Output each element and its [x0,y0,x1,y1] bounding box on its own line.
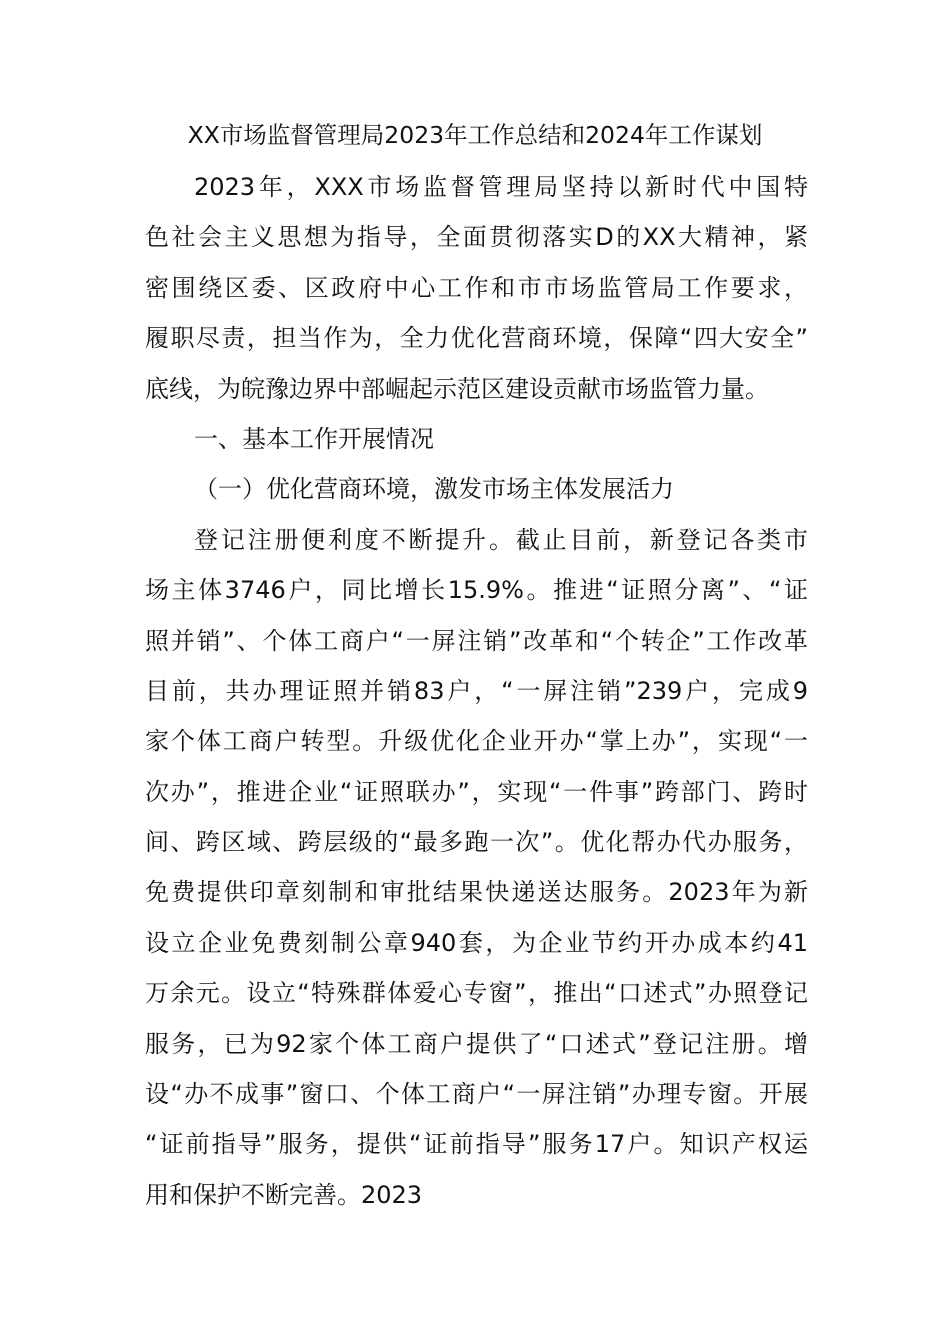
section-heading: （一）优化营商环境，激发市场主体发展活力 [194,475,674,504]
paragraph-line: 场主体3746户，同比增长15.9%。推进“证照分离”、“证 [145,576,808,605]
paragraph-line: 照并销”、个体工商户“一屏注销”改革和“个转企”工作改革 [145,626,808,655]
paragraph-line: 设立企业免费刻制公章940套，为企业节约开办成本约41 [145,928,808,957]
paragraph-line: “证前指导”服务，提供“证前指导”服务17户。知识产权运 [145,1130,808,1159]
document-body [145,170,808,1228]
paragraph-line: 色社会主义思想为指导，全面贯彻落实D的XX大精神，紧 [145,223,808,252]
paragraph-line: 家个体工商户转型。升级优化企业开办“掌上办”，实现“一 [145,727,808,756]
paragraph-line: 间、跨区域、跨层级的“最多跑一次”。优化帮办代办服务， [145,828,808,857]
section-heading: 一、基本工作开展情况 [194,424,434,453]
paragraph-line: 服务，已为92家个体工商户提供了“口述式”登记注册。增 [145,1029,808,1058]
paragraph-line: 次办”，推进企业“证照联办”，实现“一件事”跨部门、跨时 [145,777,808,806]
paragraph-line: 设“办不成事”窗口、个体工商户“一屏注销”办理专窗。开展 [145,1080,808,1109]
paragraph-line: 目前，共办理证照并销83户，“一屏注销”239户，完成9 [145,676,808,705]
paragraph-line: 用和保护不断完善。2023 [145,1180,423,1209]
paragraph-line: 底线，为皖豫边界中部崛起示范区建设贡献市场监管力量。 [145,374,769,403]
paragraph-line: 履职尽责，担当作为，全力优化营商环境，保障“四大安全” [145,324,808,353]
paragraph-line: 万余元。设立“特殊群体爱心专窗”，推出“口述式”办照登记 [145,979,808,1008]
paragraph-line: 密围绕区委、区政府中心工作和市市场监管局工作要求， [145,273,808,302]
document-title: XX市场监督管理局2023年工作总结和2024年工作谋划 [187,121,763,149]
paragraph-line: 2023年，XXX市场监督管理局坚持以新时代中国特 [194,173,808,201]
paragraph-line: 免费提供印章刻制和审批结果快递送达服务。2023年为新 [145,878,808,907]
paragraph-line: 登记注册便利度不断提升。截止目前，新登记各类市 [194,525,808,554]
